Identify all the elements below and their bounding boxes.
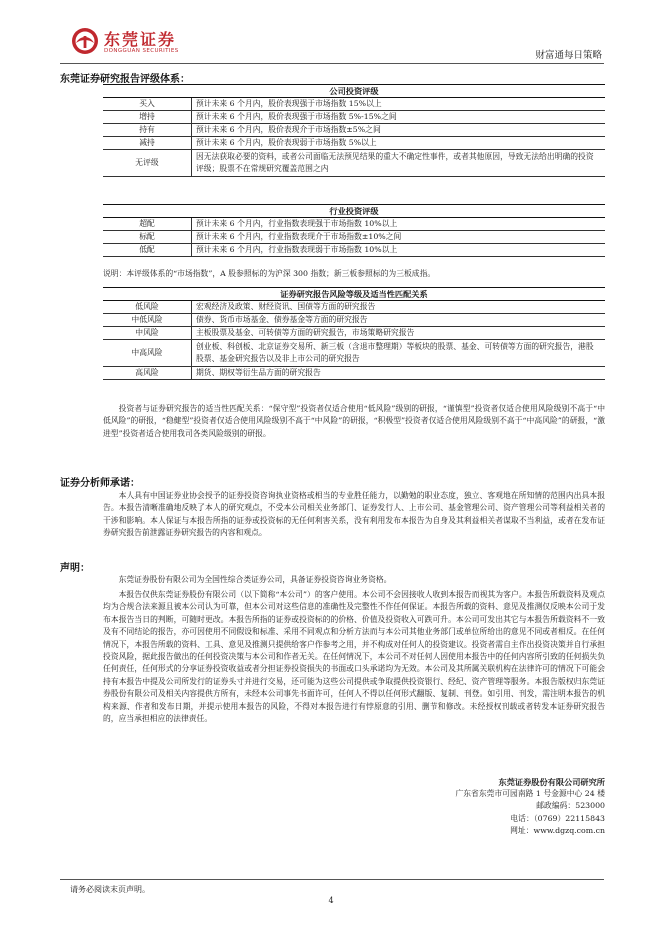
logo-text-cn: 东莞证券 — [104, 30, 177, 49]
table-row — [103, 327, 605, 340]
suitability-paragraph: 投资者与证券研究报告的适当性匹配关系：“保守型”投资者仅适合使用“低风险”级别的研报，“谨慎型”投资者仅适合使用风险级别不高于“中低风险”的研报，“稳健型”投资者仅适合使用风险级别不高于“中风险”的研报，“积极型”投资者仅适合使用风险级别不高于“中高风险”的研报，“激进型”投资者适合使用我司各类风险级别的研报。 — [103, 404, 605, 438]
rating-desc: 预计未来 6 个月内，股价表现介于市场指数±5%之间 — [192, 124, 606, 137]
index-note: 说明：本评级体系的“市场指数”，A 股参照标的为沪深 300 指数；新三板参照标的为三板成指。 — [103, 269, 436, 278]
table-header-row — [103, 205, 605, 218]
footer-note: 请务必阅读末页声明。 — [70, 885, 150, 894]
industry-rating-table-title: 行业投资评级 — [103, 205, 605, 218]
rating-desc: 预计未来 6 个月内，行业指数表现强于市场指数 10%以上 — [192, 218, 606, 231]
risk-key: 中风险 — [103, 327, 192, 340]
risk-key: 低风险 — [103, 301, 192, 314]
signature-address: 广东省东莞市可园南路 1 号金源中心 24 楼 — [455, 789, 605, 799]
signature-phone: 电话：（0769）22115843 — [510, 813, 605, 823]
table-header-row — [103, 85, 605, 98]
risk-desc: 主板股票及基金、可转债等方面的研究报告，市场策略研究报告 — [192, 327, 606, 340]
rating-key: 超配 — [103, 218, 192, 231]
rating-desc: 预计未来 6 个月内，股价表现弱于市场指数 5%以上 — [192, 137, 606, 150]
footer-divider — [60, 879, 604, 880]
rating-desc: 因无法获取必要的资料，或者公司面临无法预见结果的重大不确定性事件，或者其他原因，导致无法给出明确的投资评级；股票不在常规研究覆盖范围之内 — [192, 150, 606, 177]
header-divider — [60, 63, 604, 64]
table-row — [103, 301, 605, 314]
page-header — [0, 0, 662, 64]
risk-level-table — [103, 287, 605, 380]
table-row — [103, 231, 605, 244]
analyst-section-title: 证券分析师承诺： — [60, 478, 140, 489]
signature-company: 东莞证券股份有限公司研究所 — [498, 777, 605, 787]
rating-key: 标配 — [103, 231, 192, 244]
table-row — [103, 111, 605, 124]
table-row — [103, 150, 605, 177]
signature-website: 网址：www.dgzq.com.cn — [510, 825, 605, 835]
logo-text-en: DONGGUAN SECURITIES — [104, 48, 179, 54]
table-row — [103, 244, 605, 257]
risk-key: 中高风险 — [103, 340, 192, 367]
rating-key: 持有 — [103, 124, 192, 137]
table-row — [103, 124, 605, 137]
rating-desc: 预计未来 6 个月内，行业指数表现弱于市场指数 10%以上 — [192, 244, 606, 257]
table-row — [103, 218, 605, 231]
rating-key: 无评级 — [103, 150, 192, 177]
rating-key: 低配 — [103, 244, 192, 257]
table-row — [103, 314, 605, 327]
risk-desc: 宏观经济及政策、财经资讯、国债等方面的研究报告 — [192, 301, 606, 314]
table-row — [103, 340, 605, 367]
rating-desc: 预计未来 6 个月内，股价表现强于市场指数 15%以上 — [192, 98, 606, 111]
disclaimer-paragraph-1: 东莞证券股份有限公司为全国性综合类证券公司，具备证券投资咨询业务资格。 — [118, 575, 392, 584]
table-row — [103, 137, 605, 150]
analyst-commitment-paragraph: 本人具有中国证券业协会授予的证券投资咨询执业资格或相当的专业胜任能力，以勤勉的职业态度，独立、客观地在所知情的范围内出具本报告。本报告清晰准确地反映了本人的研究观点，不受本公司相关业务部门、证券发行人、上市公司、基金管理公司、资产管理公司等利益相关者的干涉和影响。本人保证与本报告所指的证券或投资标的无任何利害关系，没有利用发布本报告为自身及其利益相关者谋取不当利益，或者在发布证券研究报告前泄露证券研究报告的内容和观点。 — [103, 491, 605, 538]
industry-rating-table — [103, 204, 605, 257]
rating-section-title: 东莞证券研究报告评级体系： — [60, 74, 190, 85]
rating-key: 减持 — [103, 137, 192, 150]
company-rating-table-title: 公司投资评级 — [103, 85, 605, 98]
rating-key: 增持 — [103, 111, 192, 124]
report-type-label: 财富通每日策略 — [535, 50, 602, 61]
table-header-row — [103, 288, 605, 301]
logo-emblem-icon — [70, 26, 100, 56]
risk-desc: 期货、期权等衍生品方面的研究报告 — [192, 367, 606, 380]
risk-key: 中低风险 — [103, 314, 192, 327]
table-row — [103, 367, 605, 380]
company-rating-table — [103, 84, 605, 177]
rating-key: 买入 — [103, 98, 192, 111]
table-row — [103, 98, 605, 111]
risk-table-title: 证券研究报告风险等级及适当性匹配关系 — [103, 288, 605, 301]
rating-desc: 预计未来 6 个月内，股价表现强于市场指数 5%-15%之间 — [192, 111, 606, 124]
rating-desc: 预计未来 6 个月内，行业指数表现介于市场指数±10%之间 — [192, 231, 606, 244]
page-number: 4 — [328, 896, 334, 905]
company-signature — [455, 776, 605, 837]
company-logo — [70, 26, 188, 60]
signature-postcode: 邮政编码：523000 — [536, 801, 605, 811]
disclaimer-paragraph-2: 本报告仅供东莞证券股份有限公司（以下简称“本公司”）的客户使用。本公司不会因接收人收到本报告而视其为客户。本报告所载资料及观点均为合规合法来源且被本公司认为可靠，但本公司对这些信息的准确性及完整性不作任何保证。本报告所载的资料、意见及推测仅反映本公司于发布本报告当日的判断，可随时更改。本报告所指的证券或投资标的的价格、价值及投资收入可跌可升。本公司可发出其它与本报告所载资料不一致及有不同结论的报告，亦可因使用不同假设和标准、采用不同观点和分析方法而与本公司其他业务部门或单位所给出的意见不同或者相反。在任何情况下，本报告所载的资料、工具、意见及推测只提供给客户作参考之用，并不构成对任何人的投资建议。投资者需自主作出投资决策并自行承担投资风险，据此报告做出的任何投资决策与本公司和作者无关。在任何情况下，本公司不对任何人因使用本报告中的任何内容所引致的任何损失负任何责任，任何形式的分享证券投资收益或者分担证券投资损失的书面或口头承诺均为无效。本公司及其所属关联机构在法律许可的情况下可能会持有本报告中提及公司所发行的证券头寸并进行交易，还可能为这些公司提供或争取提供投资银行、经纪、资产管理等服务。本报告版权归东莞证券股份有限公司及相关内容提供方所有，未经本公司事先书面许可，任何人不得以任何形式翻版、复制、刊登。如引用、刊发，需注明本报告的机构来源、作者和发布日期，并提示使用本报告的风险，不得对本报告进行有悖原意的引用、删节和修改。未经授权刊载或者转发本证券研究报告的，应当承担相应的法律责任。 — [103, 590, 605, 724]
disclaimer-section-title: 声明： — [60, 563, 90, 574]
risk-key: 高风险 — [103, 367, 192, 380]
risk-desc: 创业板、科创板、北京证券交易所、新三板（含退市整理期）等板块的股票、基金、可转债等方面的研究报告，港股股票、基金研究报告以及非上市公司的研究报告 — [192, 340, 606, 367]
risk-desc: 债券、货币市场基金、债券基金等方面的研究报告 — [192, 314, 606, 327]
